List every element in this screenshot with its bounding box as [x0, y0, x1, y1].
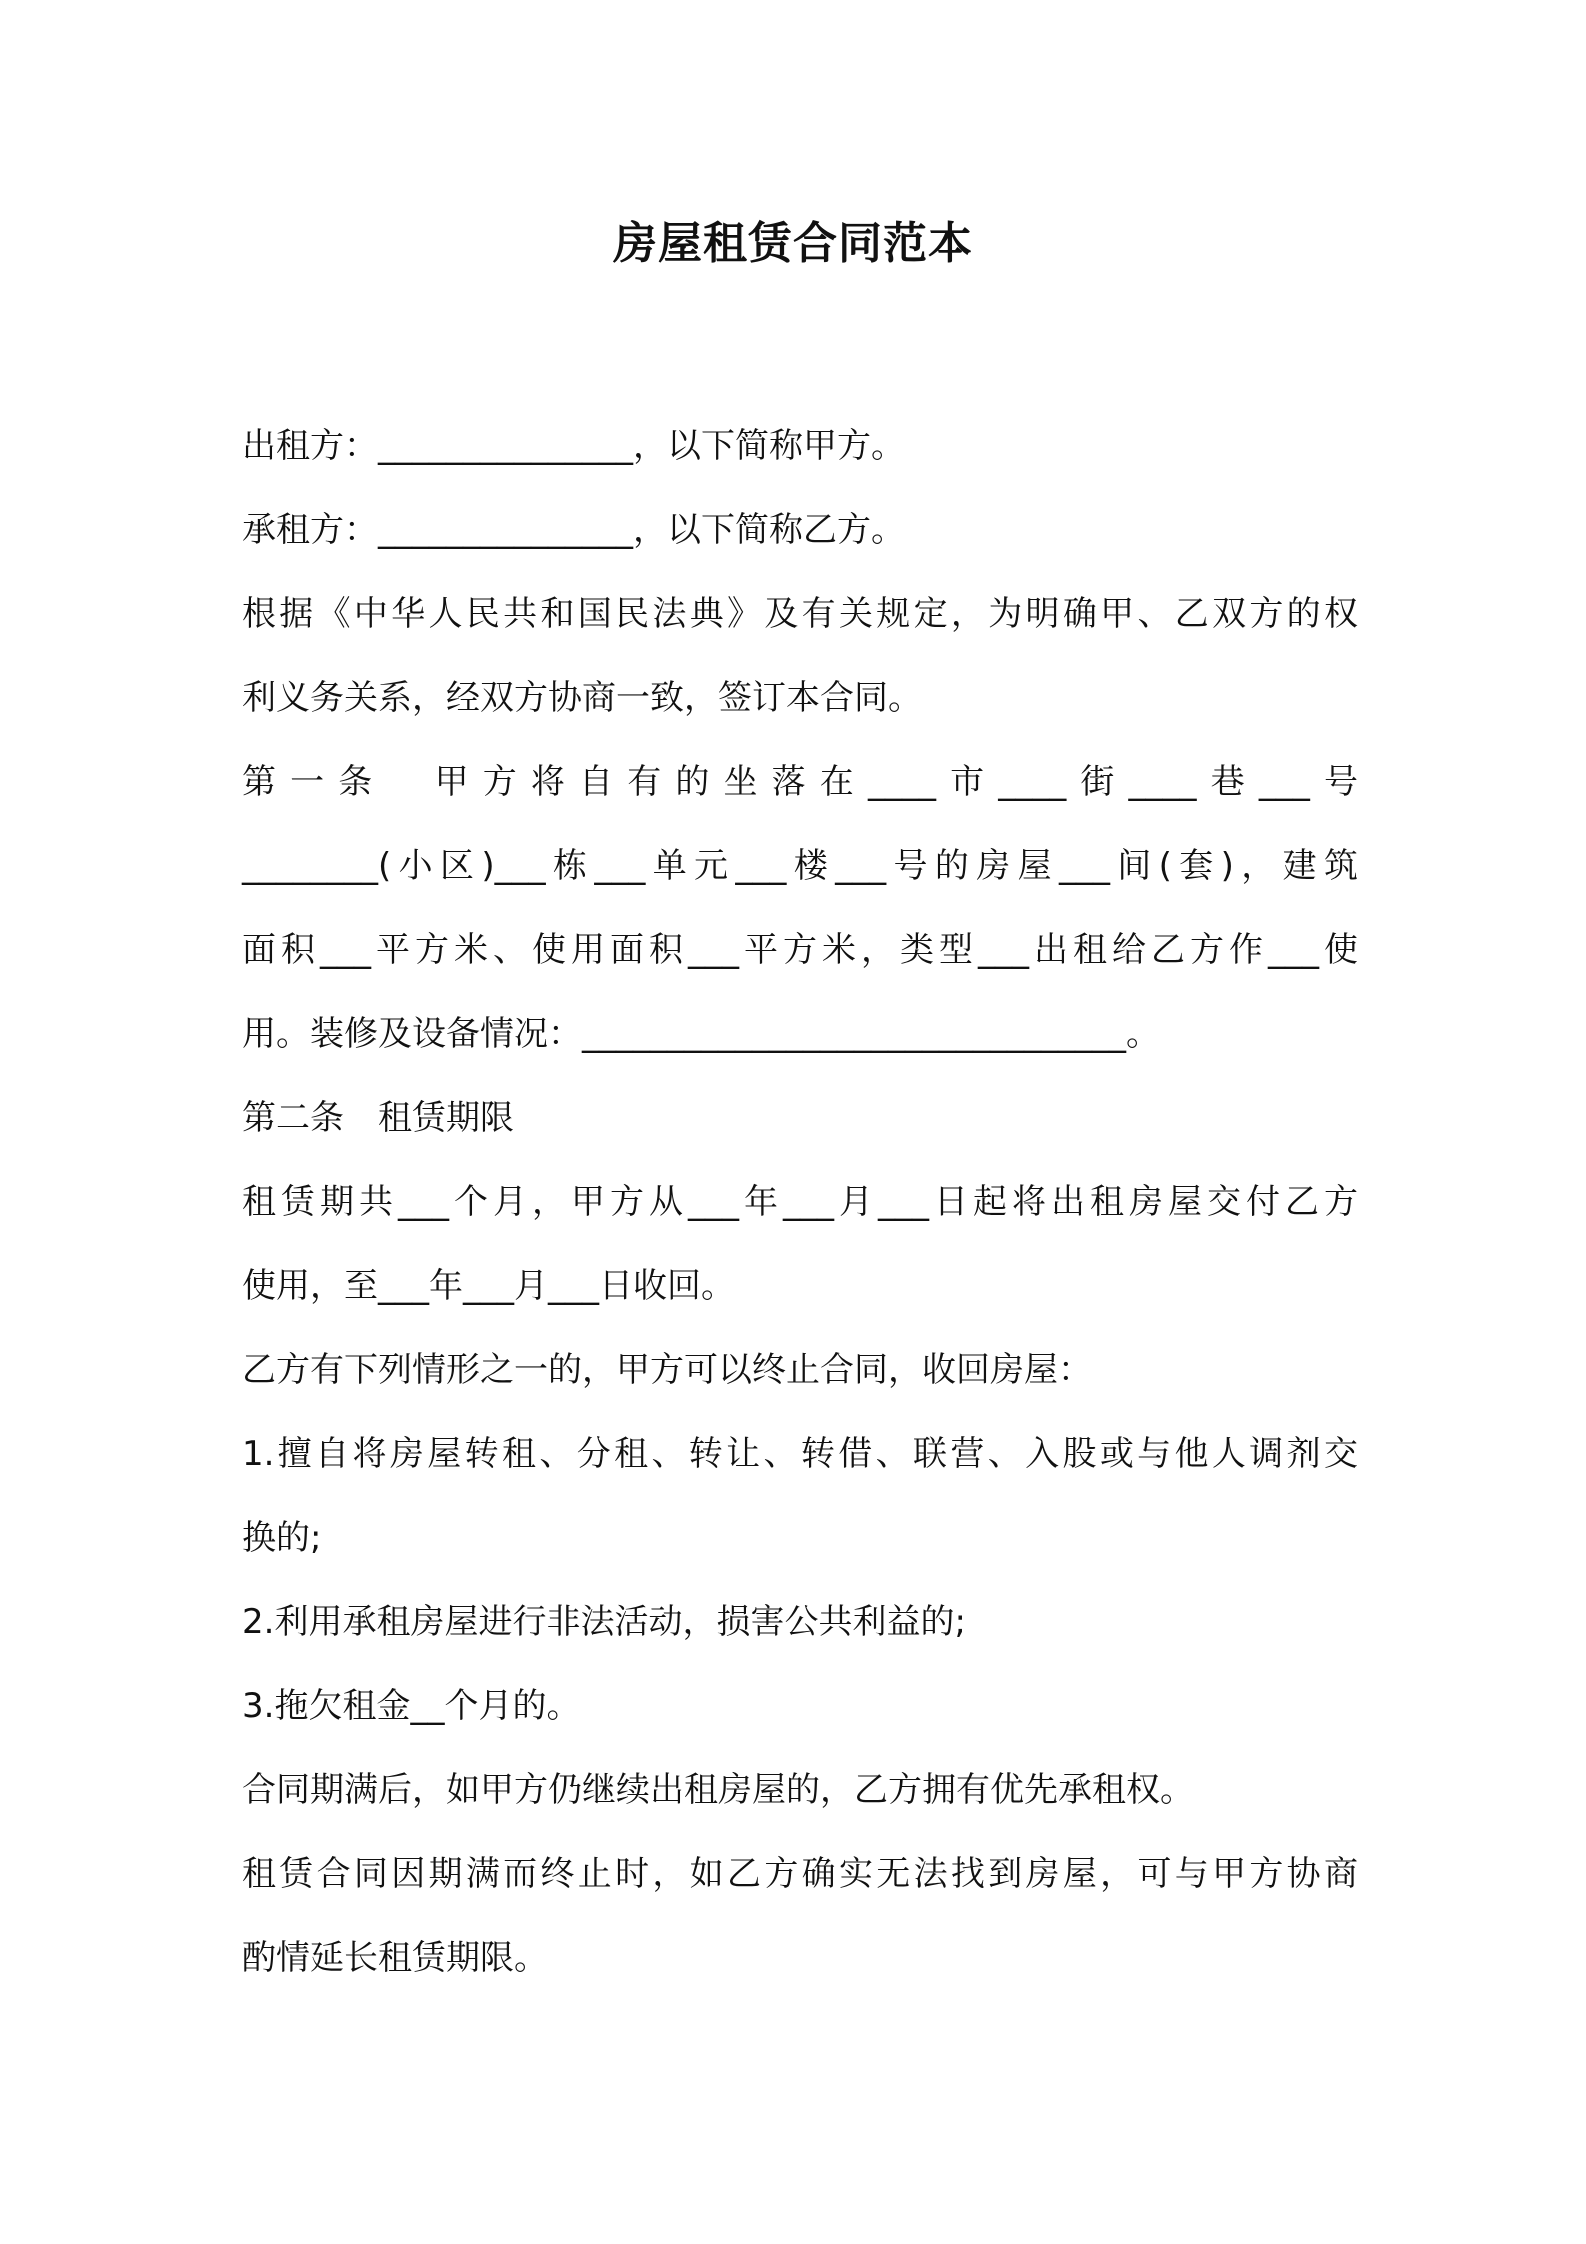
article-1-line-4: 用。装修及设备情况：________________________________。 [242, 1014, 1160, 1054]
lessor-line: 出租方：_______________，以下简称甲方。 [242, 426, 905, 466]
termination-item-1-line-1: 1.擅自将房屋转租、分租、转让、转借、联营、入股或与他人调剂交 [242, 1434, 1358, 1474]
preamble-line-2: 利义务关系，经双方协商一致，签订本合同。 [242, 678, 922, 718]
lessee-line: 承租方：_______________，以下简称乙方。 [242, 510, 905, 550]
termination-item-3: 3.拖欠租金__个月的。 [242, 1686, 581, 1726]
document-title: 房屋租赁合同范本 [613, 218, 973, 269]
article-1-line-3: 面积___平方米、使用面积___平方米，类型___出租给乙方作___使 [242, 930, 1358, 970]
article-1-line-2: ________(小区)___栋___单元___楼___号的房屋___间(套)，建筑 [242, 846, 1358, 886]
contract-body [242, 404, 1358, 2000]
termination-intro: 乙方有下列情形之一的，甲方可以终止合同，收回房屋： [242, 1350, 1092, 1390]
term-line-2: 使用，至___年___月___日收回。 [242, 1266, 735, 1306]
extension-line-1: 租赁合同因期满而终止时，如乙方确实无法找到房屋，可与甲方协商 [242, 1854, 1358, 1894]
termination-item-2: 2.利用承租房屋进行非法活动，损害公共利益的; [242, 1602, 966, 1642]
termination-item-1-line-2: 换的; [242, 1518, 322, 1558]
preamble-line-1: 根据《中华人民共和国民法典》及有关规定，为明确甲、乙双方的权 [242, 594, 1358, 634]
renewal-priority-line: 合同期满后，如甲方仍继续出租房屋的，乙方拥有优先承租权。 [242, 1770, 1194, 1810]
extension-line-2: 酌情延长租赁期限。 [242, 1938, 548, 1978]
article-1-line-1: 第一条 甲方将自有的坐落在____市____街____巷___号 [242, 762, 1358, 802]
term-line-1: 租赁期共___个月，甲方从___年___月___日起将出租房屋交付乙方 [242, 1182, 1358, 1222]
article-2-heading: 第二条 租赁期限 [242, 1098, 514, 1138]
